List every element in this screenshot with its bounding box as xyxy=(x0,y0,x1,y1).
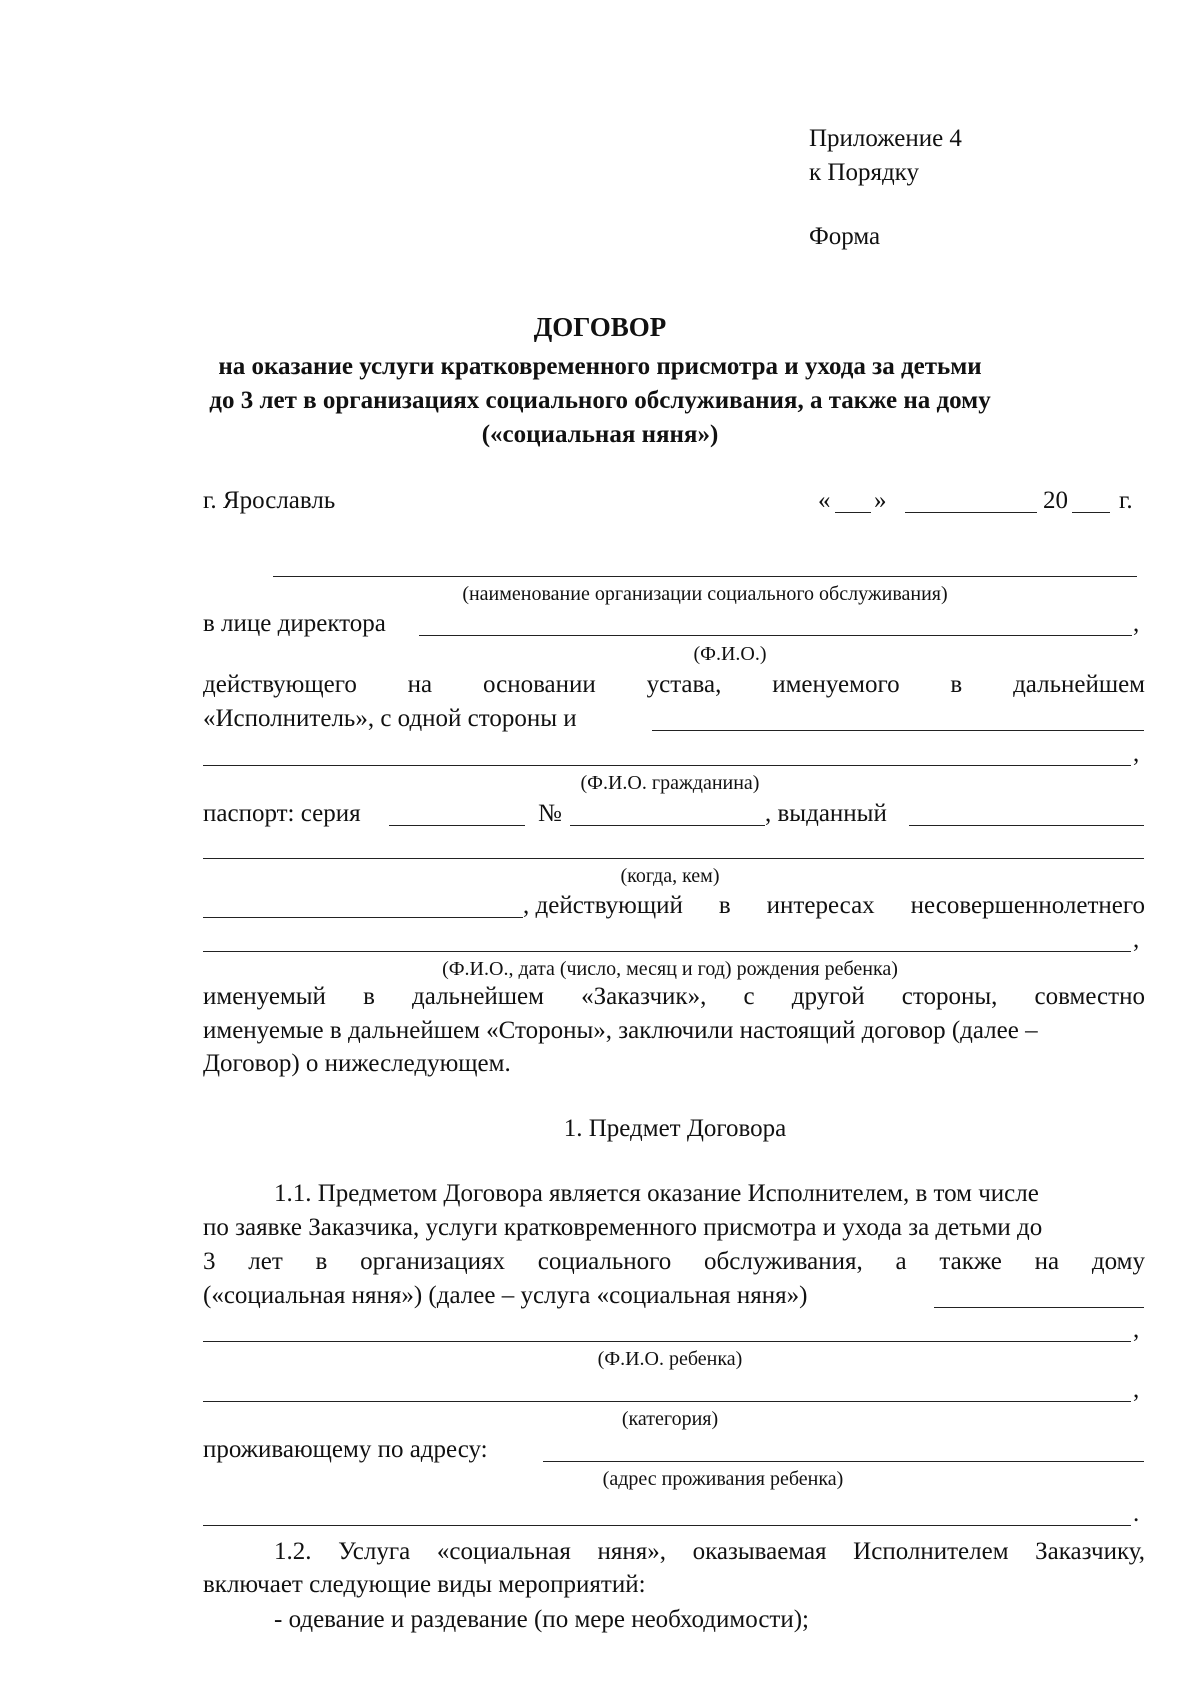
word: , действующий xyxy=(523,892,683,919)
list-item: - одевание и раздевание (по мере необходимости); xyxy=(274,1606,809,1633)
word: основании xyxy=(482,671,596,698)
passport-number-field[interactable] xyxy=(570,825,765,826)
word: в xyxy=(363,983,375,1010)
child-fio-field[interactable] xyxy=(203,1341,1131,1342)
date-month-field[interactable] xyxy=(905,512,1037,513)
p11-line-3 xyxy=(203,1247,1145,1277)
word: действующего xyxy=(203,671,357,698)
p11-line-4: («социальная няня») (далее – услуга «социальная няня») xyxy=(203,1282,808,1309)
date-day-field[interactable] xyxy=(835,512,871,513)
appendix-order-label: к Порядку xyxy=(809,159,919,186)
word: организациях xyxy=(360,1248,505,1275)
customer-line-2: именуемые в дальнейшем «Стороны», заключили настоящий договор (далее – xyxy=(203,1017,1038,1044)
citizen-fio-field-start[interactable] xyxy=(652,730,1144,731)
word: социального xyxy=(537,1248,672,1275)
word: а xyxy=(895,1248,907,1275)
section-1-heading: 1. Предмет Договора xyxy=(563,1115,787,1142)
appendix-label: Приложение 4 xyxy=(809,125,962,152)
word: Исполнителем xyxy=(853,1538,1009,1565)
word: именуемый xyxy=(203,983,326,1010)
director-label: в лице директора xyxy=(203,610,386,637)
p12-line-1 xyxy=(274,1537,1145,1567)
organization-name-field[interactable] xyxy=(273,576,1137,577)
comma: , xyxy=(1133,1316,1140,1343)
p11-line-1: 1.1. Предметом Договора является оказание Исполнителем, в том числе xyxy=(274,1180,1039,1207)
acting-line xyxy=(203,670,1145,700)
word: оказываемая xyxy=(692,1538,827,1565)
form-label: Форма xyxy=(809,223,881,250)
word: 3 xyxy=(203,1248,216,1275)
citizen-caption: (Ф.И.О. гражданина) xyxy=(580,772,760,794)
word: устава, xyxy=(646,671,722,698)
category-field[interactable] xyxy=(203,1401,1131,1402)
word: совместно xyxy=(1034,983,1145,1010)
comma: , xyxy=(1133,1376,1140,1403)
citizen-fio-field[interactable] xyxy=(203,765,1131,766)
word: с xyxy=(743,983,755,1010)
word: на xyxy=(1034,1248,1060,1275)
word: в xyxy=(315,1248,328,1275)
period: . xyxy=(1133,1500,1140,1527)
date-year-field[interactable] xyxy=(1072,512,1110,513)
child-fio-dob-field[interactable] xyxy=(203,951,1131,952)
word: в xyxy=(950,671,963,698)
child-fio-field-start[interactable] xyxy=(934,1307,1144,1308)
p11-line-2: по заявке Заказчика, услуги кратковременного присмотра и ухода за детьми до xyxy=(203,1214,1043,1241)
child-caption: (Ф.И.О., дата (число, месяц и год) рождения ребенка) xyxy=(442,958,898,980)
issued-by-field[interactable] xyxy=(203,858,1144,859)
address-field[interactable] xyxy=(203,1525,1131,1526)
word: няня», xyxy=(597,1538,666,1565)
passport-series-field[interactable] xyxy=(389,825,525,826)
address-label: проживающему по адресу: xyxy=(203,1436,488,1463)
date-open-quote: « xyxy=(818,487,831,514)
word: стороны, xyxy=(901,983,998,1010)
p12-line-2: включает следующие виды мероприятий: xyxy=(203,1571,646,1598)
title-line-3: («социальная няня») xyxy=(481,421,719,448)
issued-by-field-start[interactable] xyxy=(909,825,1144,826)
passport-label: паспорт: серия xyxy=(203,800,361,827)
word: несовершеннолетнего xyxy=(910,892,1145,919)
word: интересах xyxy=(766,892,875,919)
word: дальнейшем xyxy=(412,983,544,1010)
address-field-start[interactable] xyxy=(543,1461,1144,1462)
comma: , xyxy=(1133,740,1140,767)
year-suffix: г. xyxy=(1119,487,1133,514)
word: «социальная xyxy=(436,1538,571,1565)
date-close-quote: » xyxy=(874,487,887,514)
word: Услуга xyxy=(338,1538,411,1565)
word: на xyxy=(407,671,433,698)
word: лет xyxy=(248,1248,283,1275)
director-fio-caption: (Ф.И.О.) xyxy=(693,643,767,665)
comma: , xyxy=(1133,926,1140,953)
issued-caption: (когда, кем) xyxy=(620,865,720,887)
customer-line-3: Договор) о нижеследующем. xyxy=(203,1050,511,1077)
title-line-2: до 3 лет в организациях социального обслуживания, а также на дому xyxy=(209,387,991,414)
city-label: г. Ярославль xyxy=(203,487,336,514)
word: в xyxy=(718,892,731,919)
executor-line: «Исполнитель», с одной стороны и xyxy=(203,705,577,732)
year-prefix: 20 xyxy=(1043,487,1068,514)
word: дому xyxy=(1091,1248,1145,1275)
document-title: ДОГОВОР xyxy=(533,312,667,342)
word: «Заказчик», xyxy=(581,983,707,1010)
word: обслуживания, xyxy=(704,1248,863,1275)
word: также xyxy=(939,1248,1002,1275)
organization-caption: (наименование организации социального обслуживания) xyxy=(462,583,948,605)
category-caption: (категория) xyxy=(621,1408,719,1430)
acting-interest-line xyxy=(523,891,1145,921)
child-fio-caption: (Ф.И.О. ребенка) xyxy=(597,1348,743,1370)
word: другой xyxy=(791,983,865,1010)
word: именуемого xyxy=(772,671,900,698)
comma: , xyxy=(1133,610,1140,637)
director-fio-field[interactable] xyxy=(419,635,1132,636)
number-sign: № xyxy=(538,800,562,827)
issued-label: , выданный xyxy=(765,800,887,827)
title-line-1: на оказание услуги кратковременного присмотра и ухода за детьми xyxy=(218,353,982,380)
address-caption: (адрес проживания ребенка) xyxy=(602,1468,844,1490)
word: 1.2. xyxy=(274,1538,312,1565)
word: Заказчику, xyxy=(1035,1538,1145,1565)
word: дальнейшем xyxy=(1013,671,1145,698)
representative-field[interactable] xyxy=(203,917,523,918)
customer-line-1 xyxy=(203,982,1145,1012)
